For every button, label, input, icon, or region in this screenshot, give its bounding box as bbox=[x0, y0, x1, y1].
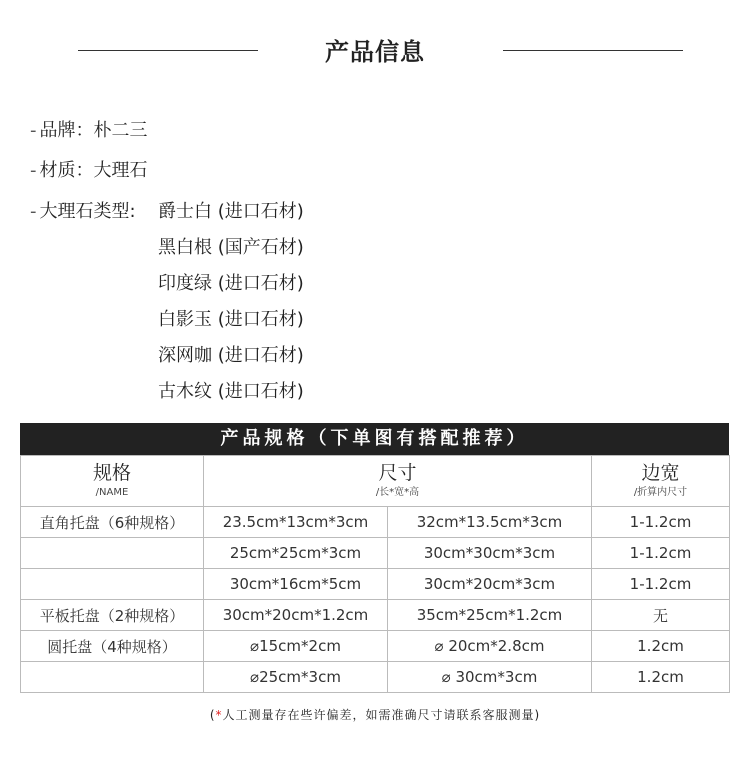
cell-size2: 35cm*25cm*1.2cm bbox=[388, 600, 592, 631]
material-text: 材质：大理石 bbox=[39, 160, 148, 181]
material-row bbox=[30, 158, 148, 184]
table-row bbox=[21, 507, 730, 538]
table-header-row bbox=[21, 456, 730, 507]
cell-name bbox=[21, 662, 204, 693]
cell-size2: ⌀ 20cm*2.8cm bbox=[388, 631, 592, 662]
cell-size2: 30cm*30cm*3cm bbox=[388, 538, 592, 569]
column-header-edge: 边宽 /折算内尺寸 bbox=[592, 456, 730, 507]
spec-table bbox=[20, 455, 730, 693]
cell-edge: 1-1.2cm bbox=[592, 507, 730, 538]
cell-size2: 30cm*20cm*3cm bbox=[388, 569, 592, 600]
cell-name: 直角托盘（6种规格） bbox=[21, 507, 204, 538]
spec-section bbox=[20, 423, 729, 693]
brand-text: 品牌：朴二三 bbox=[39, 120, 148, 141]
cell-edge: 1-1.2cm bbox=[592, 538, 730, 569]
marble-type-item: 古木纹 (进口石材) bbox=[158, 381, 304, 402]
table-row bbox=[21, 569, 730, 600]
table-row bbox=[21, 631, 730, 662]
table-row bbox=[21, 662, 730, 693]
cell-edge: 1.2cm bbox=[592, 662, 730, 693]
cell-size1: 30cm*16cm*5cm bbox=[204, 569, 388, 600]
note-open-paren: ( bbox=[209, 708, 216, 722]
cell-name bbox=[21, 538, 204, 569]
marble-type-item: 爵士白 (进口石材) bbox=[158, 201, 304, 222]
marble-type-row bbox=[30, 199, 136, 225]
cell-edge: 1-1.2cm bbox=[592, 569, 730, 600]
page-title: 产品信息 bbox=[325, 38, 425, 66]
marble-type-item: 深网咖 (进口石材) bbox=[158, 345, 304, 366]
cell-size1: 23.5cm*13cm*3cm bbox=[204, 507, 388, 538]
cell-size1: 25cm*25cm*3cm bbox=[204, 538, 388, 569]
cell-edge: 1.2cm bbox=[592, 631, 730, 662]
cell-size1: ⌀15cm*2cm bbox=[204, 631, 388, 662]
marble-type-item: 黑白根 (国产石材) bbox=[158, 237, 304, 258]
cell-name: 平板托盘（2种规格） bbox=[21, 600, 204, 631]
brand-row bbox=[30, 118, 148, 144]
bullet-dash: - bbox=[30, 160, 37, 181]
cell-name bbox=[21, 569, 204, 600]
table-row bbox=[21, 600, 730, 631]
bullet-dash: - bbox=[30, 201, 37, 222]
column-header-name: 规格 /NAME bbox=[21, 456, 204, 507]
spec-header: 产品规格（下单图有搭配推荐） bbox=[20, 423, 729, 455]
cell-size1: 30cm*20cm*1.2cm bbox=[204, 600, 388, 631]
measurement-note bbox=[0, 706, 750, 723]
marble-type-item: 白影玉 (进口石材) bbox=[158, 309, 304, 330]
marble-type-label: 大理石类型: bbox=[39, 201, 136, 222]
cell-size1: ⌀25cm*3cm bbox=[204, 662, 388, 693]
section-title-row bbox=[0, 30, 750, 70]
bullet-dash: - bbox=[30, 120, 37, 141]
cell-name: 圆托盘（4种规格） bbox=[21, 631, 204, 662]
table-row bbox=[21, 538, 730, 569]
cell-edge: 无 bbox=[592, 600, 730, 631]
note-asterisk: * bbox=[215, 708, 223, 722]
note-text: 人工测量存在些许偏差，如需准确尺寸请联系客服测量) bbox=[222, 708, 541, 722]
title-divider-right bbox=[503, 50, 683, 51]
column-header-size: 尺寸 /长*宽*高 bbox=[204, 456, 592, 507]
marble-type-item: 印度绿 (进口石材) bbox=[158, 273, 304, 294]
cell-size2: 32cm*13.5cm*3cm bbox=[388, 507, 592, 538]
cell-size2: ⌀ 30cm*3cm bbox=[388, 662, 592, 693]
